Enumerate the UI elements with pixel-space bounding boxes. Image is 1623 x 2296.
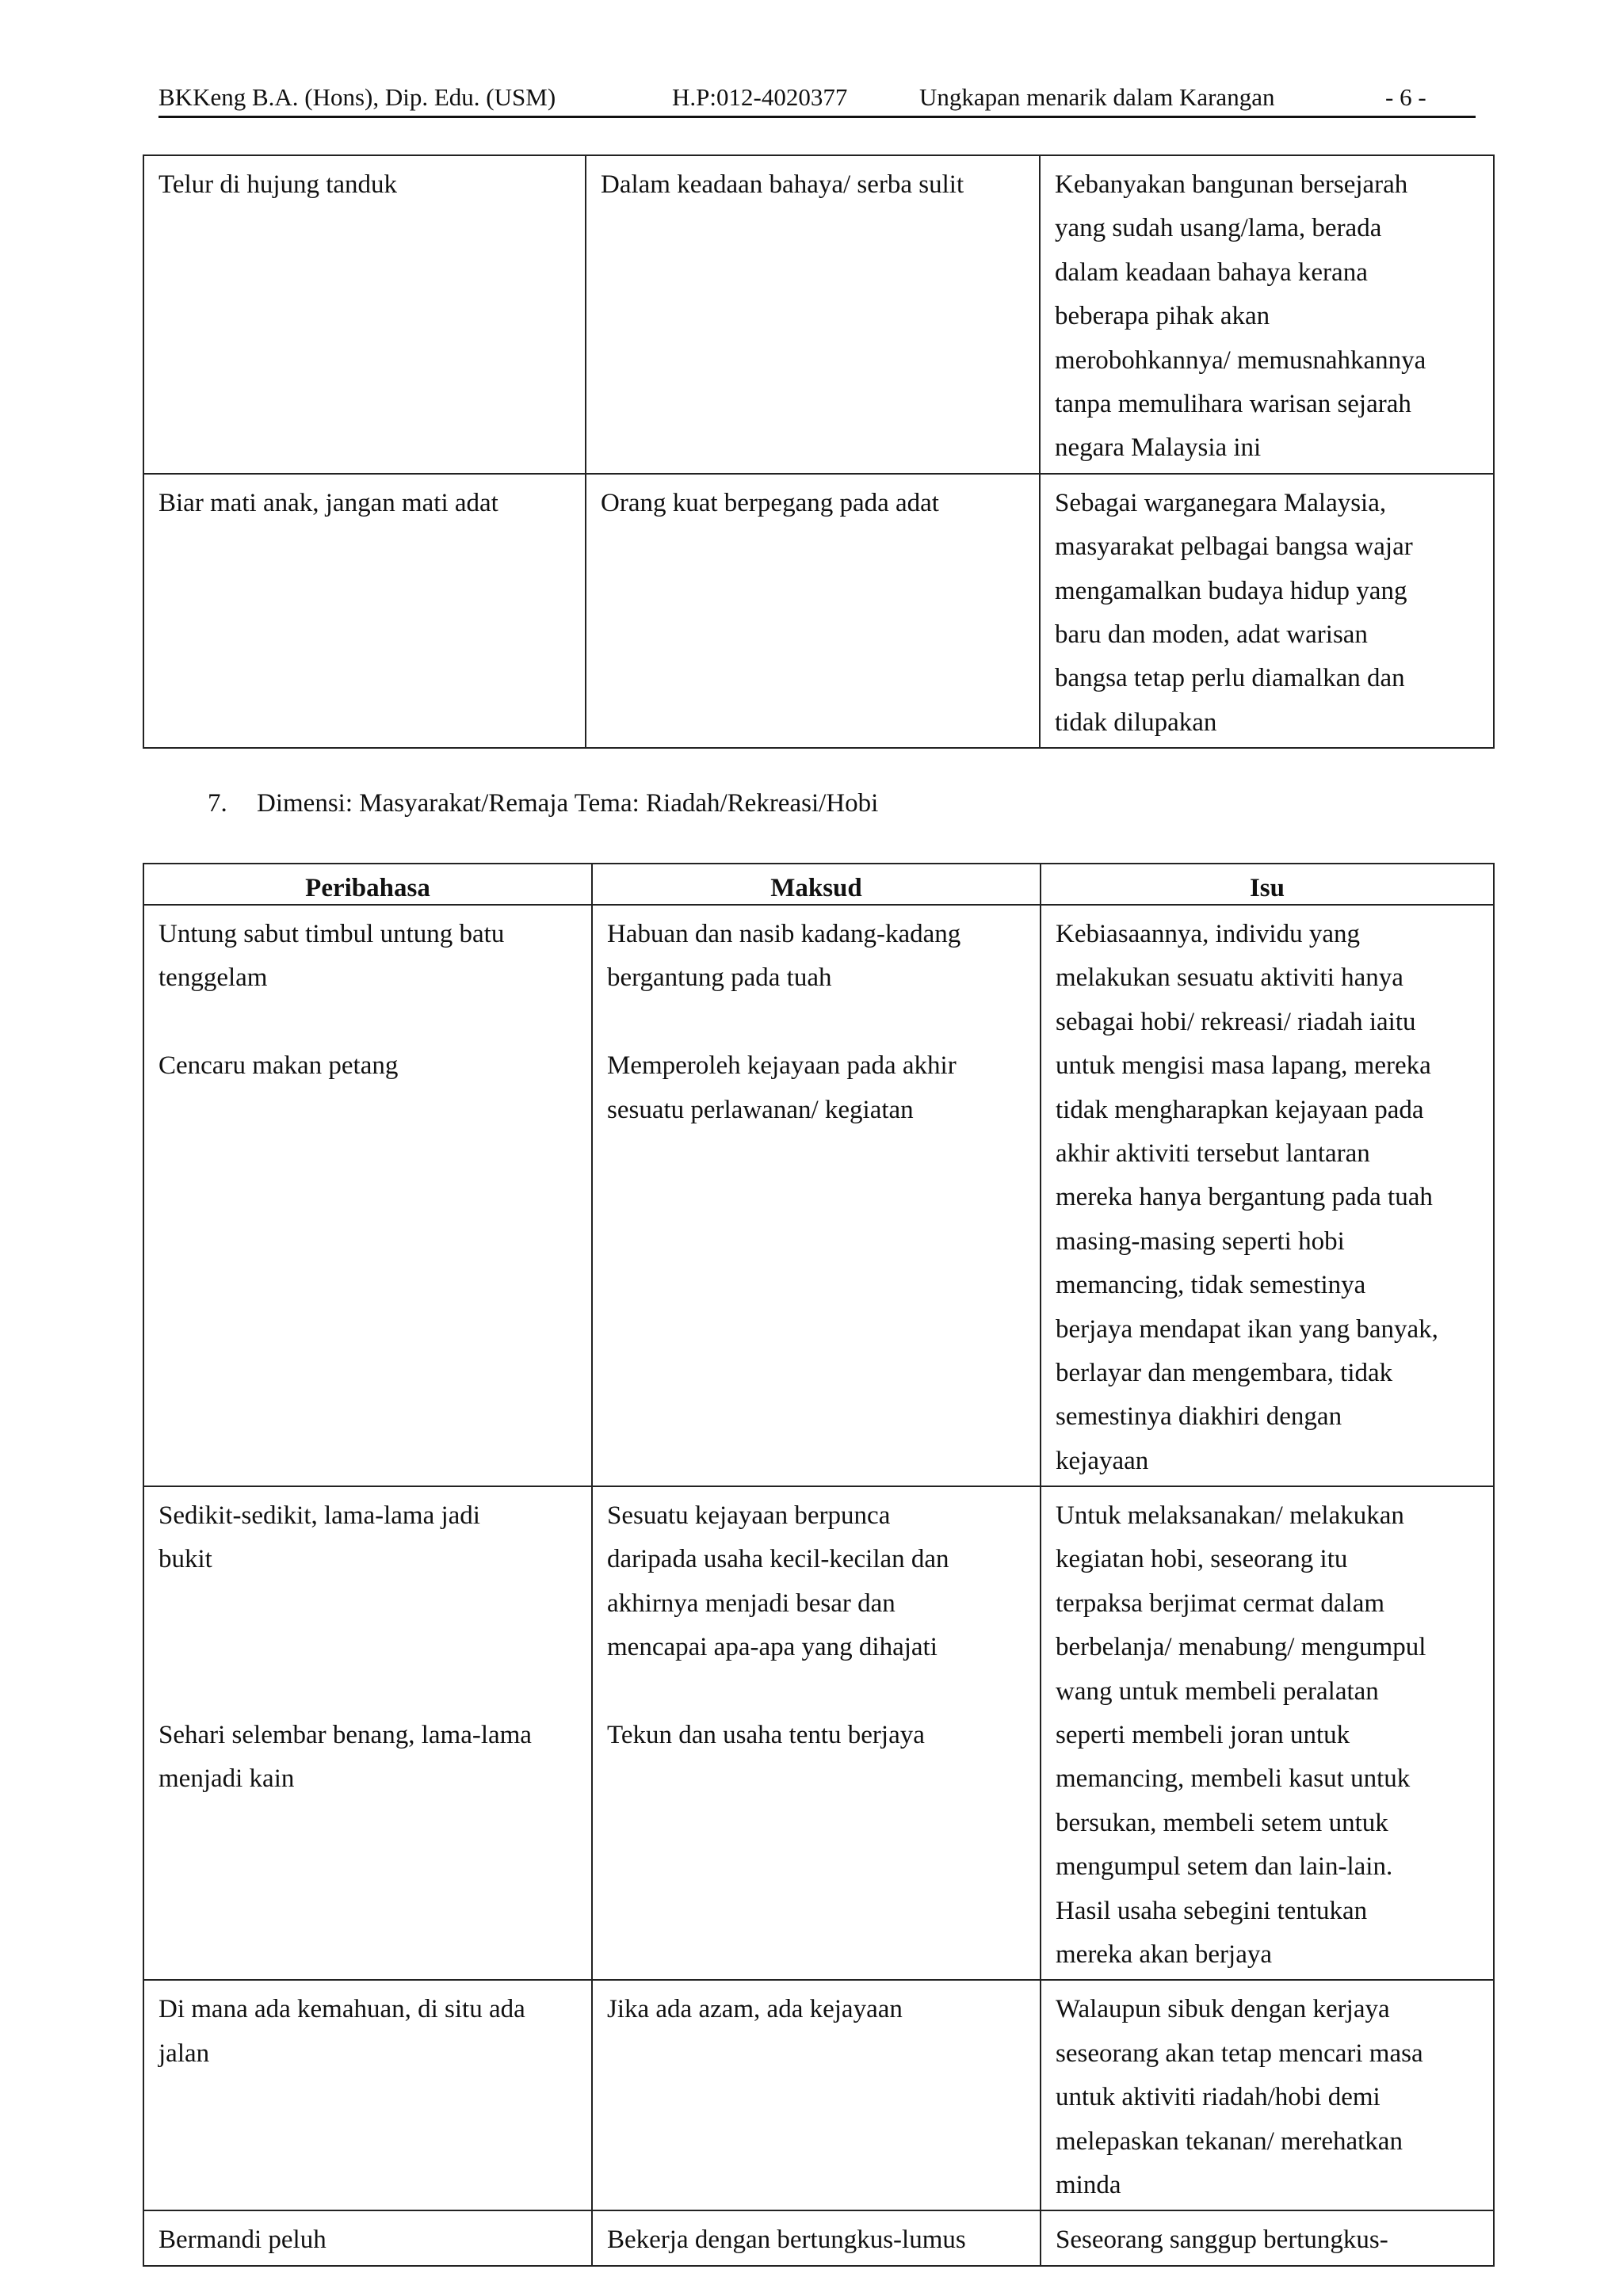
peribahasa-table-riadah [143,863,1495,2267]
line-gap [607,1672,1025,1716]
isu-text-line: berbelanja/ menabung/ mengumpul [1056,1633,1426,1662]
isu-text-line: mengamalkan budaya hidup yang [1055,576,1407,605]
isu-text-line: negara Malaysia ini [1055,433,1262,463]
table-row [143,155,1494,474]
isu-text-line: bersukan, membeli setem untuk [1056,1808,1388,1837]
isu-text-line: Seseorang sanggup bertungkus- [1056,2225,1388,2255]
maksud-text-line: Dalam keadaan bahaya/ serba sulit [601,170,964,199]
maksud-text-line: Jika ada azam, ada kejayaan [607,1995,903,2024]
isu-text-line: kejayaan [1056,1446,1149,1475]
peribahasa-cell [143,155,586,474]
peribahasa-text-line: Sehari selembar benang, lama-lama [158,1721,532,1750]
isu-text-line: melepaskan tekanan/ merehatkan [1056,2126,1403,2156]
maksud-text-line: Sesuatu kejayaan berpunca [607,1501,891,1531]
isu-text-line: sebagai hobi/ rekreasi/ riadah iaitu [1056,1007,1416,1036]
maksud-text-line: Memperoleh kejayaan pada akhir [607,1051,957,1081]
isu-text-line: Kebanyakan bangunan bersejarah [1055,170,1408,199]
isu-text-line: yang sudah usang/lama, berada [1055,214,1382,243]
isu-text-line: masing-masing seperti hobi [1056,1226,1345,1256]
table-row [143,1980,1494,2210]
peribahasa-cell [143,1980,592,2210]
peribahasa-text-line: Di mana ada kemahuan, di situ ada [158,1995,525,2024]
peribahasa-cell [143,2210,592,2265]
isu-text-line: seseorang akan tetap mencari masa [1056,2039,1423,2068]
table1-body [143,155,1494,748]
maksud-text-line: Habuan dan nasib kadang-kadang [607,920,961,948]
isu-text-line: bangsa tetap perlu diamalkan dan [1055,664,1405,693]
isu-text-line: baru dan moden, adat warisan [1055,620,1368,649]
isu-text-line: merobohkannya/ memusnahkannya [1055,345,1426,375]
peribahasa-text-line: jalan [158,2039,210,2068]
header-page-number: - 6 - [1385,83,1426,111]
isu-text-line: masyarakat pelbagai bangsa wajar [1055,532,1413,562]
peribahasa-text-line: Bermandi peluh [158,2225,327,2255]
table-row [143,474,1494,748]
peribahasa-text-line: bukit [158,1545,212,1574]
section-title: Dimensi: Masyarakat/Remaja Tema: Riadah/Rekreasi/Hobi [257,789,879,818]
isu-text-line: Walaupun sibuk dengan kerjaya [1056,1995,1390,2024]
header-author: BKKeng B.A. (Hons), Dip. Edu. (USM) [158,83,556,111]
maksud-cell [592,2210,1041,2265]
column-header-isu: Isu [1041,864,1494,905]
isu-text-line: minda [1056,2170,1121,2199]
isu-cell [1041,2210,1494,2265]
column-header-maksud: Maksud [592,864,1041,905]
maksud-text-line: akhirnya menjadi besar dan [607,1589,896,1618]
isu-text-line: berjaya mendapat ikan yang banyak, [1056,1314,1438,1344]
isu-cell [1040,155,1494,474]
isu-text-line: berlayar dan mengembara, tidak [1056,1358,1393,1387]
isu-text-line: tidak mengharapkan kejayaan pada [1056,1095,1424,1124]
peribahasa-text-line: Cencaru makan petang [158,1051,399,1081]
table-header-row [143,864,1494,905]
page-header [158,79,1476,118]
isu-text-line: mereka hanya bergantung pada tuah [1056,1183,1433,1212]
isu-text-line: akhir aktiviti tersebut lantaran [1056,1138,1370,1168]
maksud-cell [586,474,1040,748]
isu-text-line: wang untuk membeli peralatan [1056,1676,1379,1706]
isu-text-line: kegiatan hobi, seseorang itu [1056,1545,1348,1574]
isu-text-line: memancing, membeli kasut untuk [1056,1764,1411,1794]
maksud-text-line: Orang kuat berpegang pada adat [601,488,939,517]
isu-text-line: terpaksa berjimat cermat dalam [1056,1589,1385,1618]
isu-text-line: untuk mengisi masa lapang, mereka [1056,1051,1431,1081]
maksud-text-line: Tekun dan usaha tentu berjaya [607,1721,925,1750]
maksud-cell [592,1486,1041,1980]
maksud-text-line: bergantung pada tuah [607,963,832,993]
table2-body [143,905,1494,2266]
isu-text-line: beberapa pihak akan [1055,302,1270,331]
isu-text-line: tidak dilupakan [1055,707,1217,737]
maksud-text-line: sesuatu perlawanan/ kegiatan [607,1095,914,1124]
peribahasa-text-line: Untung sabut timbul untung batu [158,920,505,948]
isu-cell [1041,1486,1494,1980]
peribahasa-text-line: Sedikit-sedikit, lama-lama jadi [158,1501,480,1531]
section-heading [208,784,878,822]
table-row [143,905,1494,1486]
peribahasa-text-line: menjadi kain [158,1764,295,1794]
line-gap [158,1585,577,1628]
peribahasa-cell [143,905,592,1486]
peribahasa-cell [143,1486,592,1980]
maksud-text-line: daripada usaha kecil-kecilan dan [607,1545,949,1574]
line-gap [158,1003,577,1047]
maksud-cell [592,1980,1041,2210]
peribahasa-text-line: Telur di hujung tanduk [158,170,398,199]
isu-cell [1041,1980,1494,2210]
isu-text-line: dalam keadaan bahaya kerana [1055,257,1368,287]
header-phone: H.P:012-4020377 [672,83,848,111]
isu-text-line: semestinya diakhiri dengan [1056,1402,1342,1432]
header-title: Ungkapan menarik dalam Karangan [919,83,1275,111]
isu-text-line: Kebiasaannya, individu yang [1056,920,1360,948]
peribahasa-text-line: Biar mati anak, jangan mati adat [158,488,498,517]
maksud-cell [586,155,1040,474]
peribahasa-text-line: tenggelam [158,963,268,993]
isu-text-line: seperti membeli joran untuk [1056,1721,1350,1750]
line-gap [158,1672,577,1716]
table-row [143,1486,1494,1980]
isu-text-line: untuk aktiviti riadah/hobi demi [1056,2083,1381,2112]
isu-text-line: melakukan sesuatu aktiviti hanya [1056,963,1403,993]
isu-text-line: Untuk melaksanakan/ melakukan [1056,1501,1404,1531]
isu-text-line: Hasil usaha sebegini tentukan [1056,1896,1368,1925]
maksud-cell [592,905,1041,1486]
line-gap [158,1628,577,1672]
isu-text-line: mengumpul setem dan lain-lain. [1056,1852,1393,1882]
peribahasa-table-continued [143,154,1495,749]
isu-text-line: tanpa memulihara warisan sejarah [1055,389,1411,418]
isu-cell [1041,905,1494,1486]
line-gap [607,1003,1025,1047]
column-header-peribahasa: Peribahasa [143,864,592,905]
maksud-text-line: mencapai apa-apa yang dihajati [607,1633,938,1662]
isu-text-line: Sebagai warganegara Malaysia, [1055,488,1387,517]
isu-text-line: memancing, tidak semestinya [1056,1271,1366,1300]
isu-text-line: mereka akan berjaya [1056,1939,1272,1969]
maksud-text-line: Bekerja dengan bertungkus-lumus [607,2225,966,2255]
table-row [143,2210,1494,2265]
section-number: 7. [208,789,227,818]
isu-cell [1040,474,1494,748]
peribahasa-cell [143,474,586,748]
